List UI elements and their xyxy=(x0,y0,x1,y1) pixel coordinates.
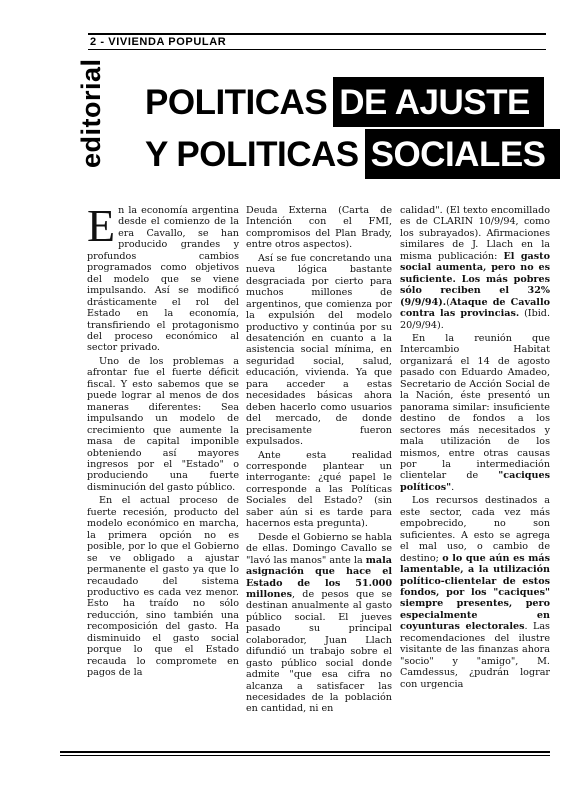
paragraph-text: En la reunión que Intercambio Habitat organizará el 14 de agosto pasado con Eduardo Amadeo, Secretario de Acción Social de la Nación, éste presentó un panorama similar: insuficiente destino de fondos a los sectores más necesitados y mala utilización de los mismos, entre otras causas por la intermediación clientelar de xyxy=(400,332,550,482)
article-column-1 xyxy=(87,200,239,681)
bold-text: o lo que aún es más lamentable, a la utilización político-clientelar de estos fondos, por los "caciques" siempre presentes, pero especialmente en coyunturas electorales xyxy=(400,552,551,633)
paragraph: Así se fue concretando una nueva lógica bastante desgraciada por cierto para muchos millones de argentinos, que comienza por la expulsión del modelo productivo y continúa por su desatención en cuanto a la asistencia social mínima, en seguridad social, salud, educación, vivienda. Ya que para acceder a estas necesidades básicas ahora deben hacerlo como usuarios del mercado, de donde precisamente fueron expulsados. xyxy=(246,252,392,448)
bold-text: El gasto social aumenta, pero no es suficiente. Los más pobres sólo reciben el 32% (9/9/94). xyxy=(400,250,551,308)
article-column-3 xyxy=(400,205,550,692)
article-column-2 xyxy=(246,205,392,717)
paragraph xyxy=(400,205,550,331)
drop-cap: E xyxy=(87,200,116,251)
editorial-label: editorial xyxy=(76,58,106,168)
headline-plain-1: POLITICAS xyxy=(145,82,328,122)
bold-text: Ataque de Cavallo contra las provincias. xyxy=(400,296,550,320)
section-header: 2 - VIVIENDA POPULAR xyxy=(90,36,227,48)
paragraph-text: . xyxy=(451,481,455,493)
paragraph-text: ( xyxy=(446,296,450,308)
paragraph xyxy=(246,532,392,715)
headline-plain-2: Y POLITICAS xyxy=(145,134,359,174)
headline-inverted-1: DE AJUSTE xyxy=(333,77,544,127)
headline-inverted-2: SOCIALES xyxy=(365,129,560,179)
footer-rule xyxy=(60,751,550,753)
paragraph-text: , de pesos que se destinan anualmente al gasto público social. El jueves pasado su principal colaborador, Juan Llach difundió un trabajo sobre el gasto público social donde admite "que esa cifra no alcanza a satisfacer las necesidades de la población en cantidad, ni en xyxy=(246,588,392,715)
paragraph: Deuda Externa (Carta de Intención con el FMI, compromisos del Plan Brady, entre otros aspectos). xyxy=(246,205,392,251)
paragraph xyxy=(87,200,239,354)
paragraph-text: Los recursos destinados a este sector, cada vez más empobrecido, no son suficientes. A esto se agrega el mal uso, o cambio de destino; xyxy=(400,495,550,564)
paragraph-text: (Ibid. 20/9/94). xyxy=(400,308,550,331)
paragraph xyxy=(400,333,550,493)
bold-text: mala asignación que hace el Estado de los 51.000 millones xyxy=(246,554,392,600)
headline-line-2 xyxy=(145,129,560,179)
paragraph-text: n la economía argentina desde el comienzo de la era Cavallo, se han producido grandes y profundos cambios programados como objetivos del modelo que se viene impulsando. Así se modificó drásticamente el rol del Estado en la economía, transfiriendo el protagonismo del proceso económico al sector privado. xyxy=(87,205,239,354)
header-rule xyxy=(88,33,546,35)
footer-underline xyxy=(60,755,550,756)
paragraph-text: calidad". (El texto encomillado es de CLARIN 10/9/94, como los subrayados). Afirmaciones similares de J. Llach en la misma publicación: xyxy=(400,205,550,262)
header-underline xyxy=(88,49,546,50)
paragraph: Uno de los problemas a afrontar fue el fuerte déficit fiscal. Y esto sabemos que se puede lograr al menos de dos maneras diferentes: Sea impulsando un modelo de crecimiento que aumente la masa de capital imponible obteniendo así mayores ingresos por el "Estado" o produciendo una fuerte disminución del gasto público. xyxy=(87,355,239,493)
paragraph-text: . Las recomendaciones del ilustre visitante de las finanzas ahora "socio" y "amigo", M. Camdessus, ¿pudrán lograr con urgencia xyxy=(400,621,550,690)
paragraph-text: Desde el Gobierno se habla de ellas. Domingo Cavallo se "lavó las manos" ante la xyxy=(246,531,392,566)
bold-text: "caciques políticos" xyxy=(400,470,550,493)
headline-line-1 xyxy=(145,77,544,127)
paragraph: Ante esta realidad corresponde plantear un interrogante: ¿qué papel le corresponde a las Políticas Sociales del Estado? (sin saber aún si es tarde para hacernos esta pregunta). xyxy=(246,449,392,530)
paragraph xyxy=(400,495,550,690)
paragraph: En el actual proceso de fuerte recesión, producto del modelo económico en marcha, la primera opción no es posible, por lo que el Gobierno se ve obligado a ajustar permanente el gasto ya que lo recaudado del sistema productivo es cada vez menor. Esto ha traído no sólo reducción, sino también una recomposición del gasto. Ha disminuido el gasto social porque lo que el Estado recauda lo compromete en pagos de la xyxy=(87,495,239,679)
